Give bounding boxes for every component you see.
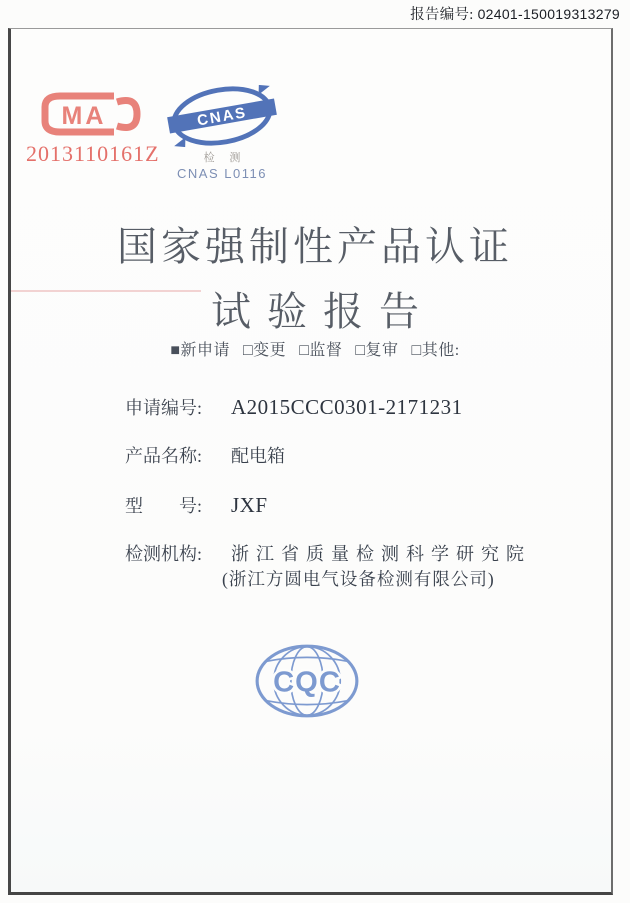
cma-letters: MA [61,102,107,130]
testing-organization-line2: (浙江方圆电气设备检测有限公司) [222,569,495,589]
field-label: 检测机构: [125,544,203,564]
field-testing-organization [125,540,531,566]
application-type-row [0,337,630,360]
report-number-label: 报告编号: [410,7,474,23]
field-application-number [125,394,463,420]
field-product-name [125,442,285,468]
document-title-line1: 国家强制性产品认证 [117,224,513,269]
cnas-caption-code: CNAS L0116 [177,166,267,181]
cnas-caption-cn: 检 测 [203,152,247,164]
field-value: JXF [231,493,268,517]
report-number [410,3,620,24]
cqc-logo-icon [254,642,360,720]
option-other: □其他: [411,342,460,359]
option-review: □复审 [355,342,399,359]
cma-logo-icon [40,90,142,138]
cnas-mark-block [163,85,281,181]
field-label: 产品名称: [125,446,203,466]
cqc-letters: CQC [273,666,341,699]
cnas-letters: CNAS [195,104,249,130]
document-title-line2: 试验报告 [211,289,435,334]
scan-artifact-line [11,290,201,292]
option-change: □变更 [243,342,287,359]
field-label: 申请编号: [125,398,203,418]
option-new-application: ■新申请 [170,342,231,359]
option-supervision: □监督 [299,342,343,359]
field-value: A2015CCC0301-2171231 [231,395,463,419]
report-number-value: 02401-150019313279 [477,6,620,22]
field-model [125,492,268,518]
field-value: 配电箱 [231,446,285,466]
cma-mark-block [26,90,160,167]
cma-accreditation-number: 2013110161Z [26,141,160,166]
cnas-logo-icon [167,85,277,147]
field-value: 浙江省质量检测科学研究院 [231,544,531,564]
field-label: 型 号: [125,496,203,516]
